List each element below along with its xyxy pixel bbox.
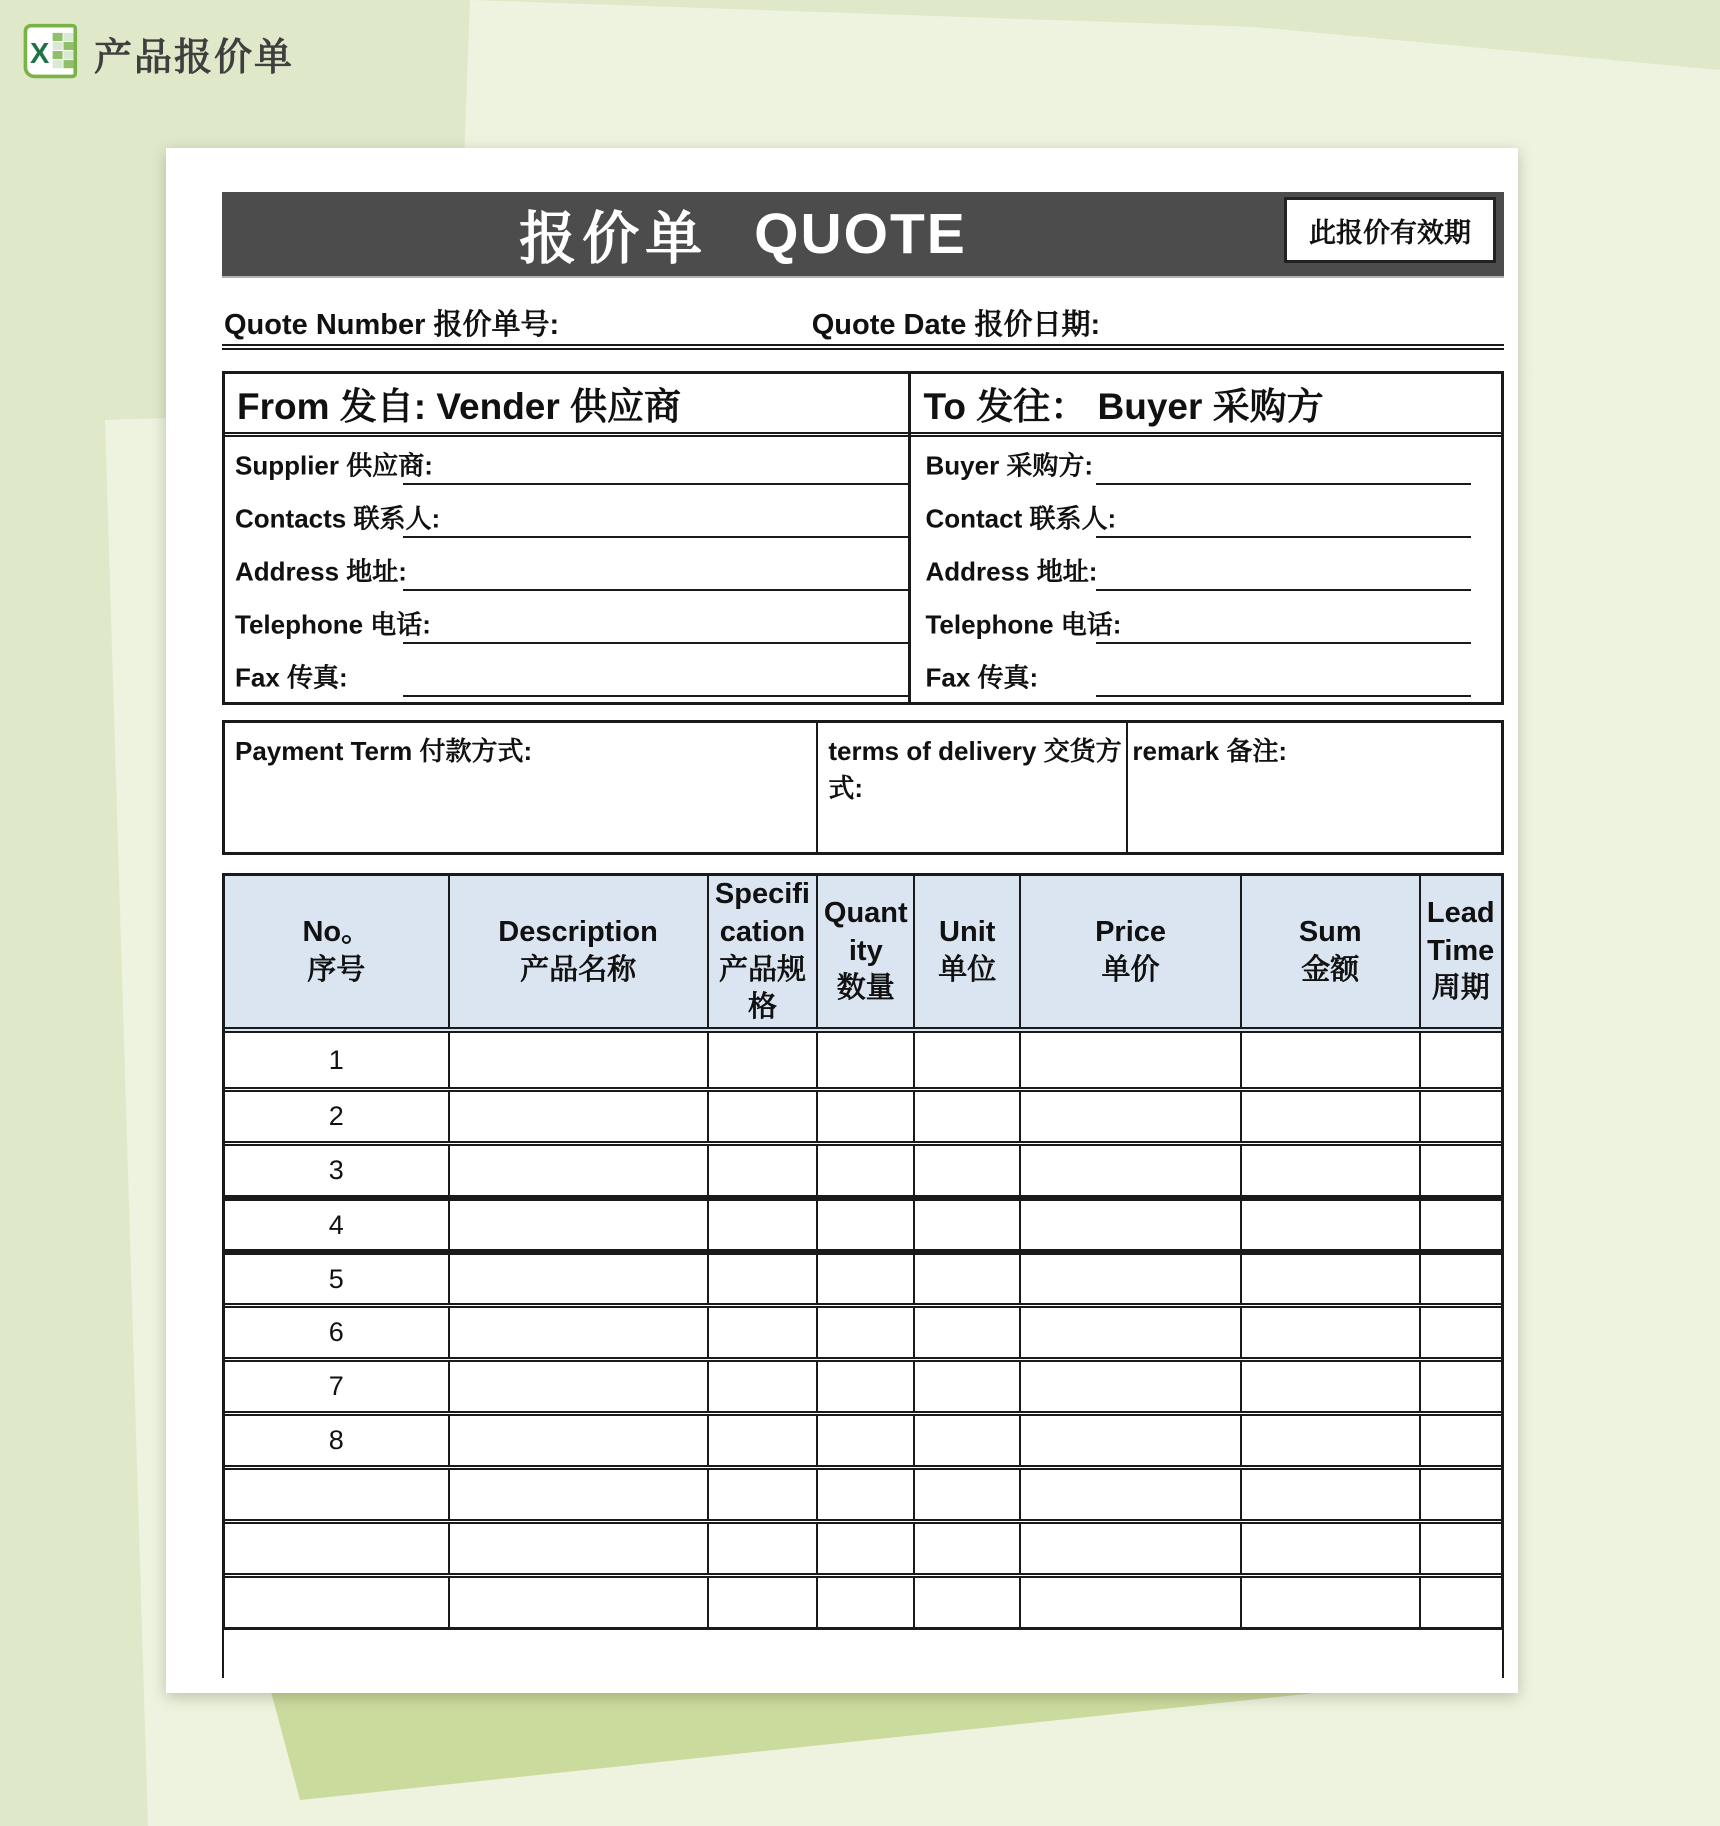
from-column (225, 374, 911, 702)
product-cell[interactable] (818, 1524, 915, 1573)
table-row (225, 1357, 1501, 1411)
col-header-cn: 产品名称 (520, 953, 637, 986)
row-number-cell[interactable]: 2 (225, 1092, 450, 1141)
product-cell[interactable] (915, 1255, 1021, 1303)
products-table (222, 873, 1504, 1630)
col-header-no (225, 876, 450, 1027)
table-row (225, 1303, 1501, 1357)
field-row (225, 596, 908, 649)
product-cell[interactable] (915, 1578, 1021, 1627)
table-row (225, 1573, 1501, 1627)
field-row (911, 649, 1501, 702)
product-cell[interactable] (1242, 1146, 1421, 1195)
col-header-cn: 金额 (1301, 953, 1360, 986)
product-cell[interactable] (450, 1308, 709, 1357)
address-blank-line[interactable] (403, 589, 908, 591)
col-header-en: No。 (302, 915, 371, 948)
svg-text:X: X (29, 37, 50, 70)
product-cell[interactable] (1242, 1092, 1421, 1141)
product-cell[interactable] (1242, 1578, 1421, 1627)
product-cell[interactable] (450, 1524, 709, 1573)
table-row (225, 1519, 1501, 1573)
excel-icon (20, 22, 78, 85)
quote-title-en: QUOTE (754, 202, 967, 266)
col-header-cn: 序号 (307, 953, 366, 986)
col-header-specification (709, 876, 819, 1027)
product-cell[interactable] (1421, 1201, 1501, 1249)
row-number-cell[interactable]: 1 (225, 1033, 450, 1087)
row-number-cell[interactable]: 3 (225, 1146, 450, 1195)
table-row (225, 1033, 1501, 1087)
field-row (225, 543, 908, 596)
product-cell[interactable] (1242, 1201, 1421, 1249)
quote-date-label: Quote Date 报价日期: (811, 309, 1101, 341)
product-cell[interactable] (709, 1201, 819, 1249)
row-number-cell[interactable] (225, 1578, 450, 1627)
quote-document (166, 148, 1518, 1693)
to-header: To 发往： Buyer 采购方 (911, 374, 1501, 437)
fax-blank-line[interactable] (1096, 695, 1471, 697)
product-cell[interactable] (818, 1308, 915, 1357)
col-header-unit (915, 876, 1021, 1027)
col-header-quantity (818, 876, 915, 1027)
field-row (225, 437, 908, 490)
product-cell[interactable] (818, 1146, 915, 1195)
product-cell[interactable] (818, 1033, 915, 1087)
col-header-lead-time (1421, 876, 1501, 1027)
col-header-en: Quantity (823, 896, 908, 967)
contacts-label: Contacts 联系人: (235, 503, 441, 533)
supplier-blank-line[interactable] (403, 483, 908, 485)
product-cell[interactable] (1021, 1524, 1242, 1573)
product-cell[interactable] (1021, 1416, 1242, 1465)
product-cell[interactable] (915, 1092, 1021, 1141)
product-cell[interactable] (1421, 1362, 1501, 1411)
contact-label: Contact 联系人: (925, 503, 1117, 533)
col-header-cn: 周期 (1431, 972, 1490, 1005)
product-cell[interactable] (1242, 1362, 1421, 1411)
product-cell[interactable] (1242, 1033, 1421, 1087)
product-cell[interactable] (709, 1033, 819, 1087)
product-cell[interactable] (1421, 1308, 1501, 1357)
product-cell[interactable] (818, 1092, 915, 1141)
product-cell[interactable] (450, 1255, 709, 1303)
row-number-cell[interactable]: 8 (225, 1416, 450, 1465)
product-cell[interactable] (1421, 1033, 1501, 1087)
product-cell[interactable] (818, 1416, 915, 1465)
product-cell[interactable] (450, 1470, 709, 1519)
product-cell[interactable] (915, 1470, 1021, 1519)
quote-meta-row (222, 300, 1504, 350)
buyer-label: Buyer 采购方: (925, 450, 1094, 480)
row-number-cell[interactable] (225, 1524, 450, 1573)
quote-number-label: Quote Number 报价单号: (224, 309, 560, 341)
product-cell[interactable] (1421, 1578, 1501, 1627)
product-cell[interactable] (915, 1308, 1021, 1357)
product-cell[interactable] (1021, 1308, 1242, 1357)
product-cell[interactable] (1421, 1146, 1501, 1195)
col-header-sum (1242, 876, 1421, 1027)
table-row (225, 1411, 1501, 1465)
product-cell[interactable] (818, 1470, 915, 1519)
product-cell[interactable] (450, 1578, 709, 1627)
product-cell[interactable] (450, 1362, 709, 1411)
product-cell[interactable] (1021, 1578, 1242, 1627)
table-row (225, 1465, 1501, 1519)
remark-cell[interactable]: remark 备注: (1132, 736, 1288, 766)
product-cell[interactable] (450, 1201, 709, 1249)
product-cell[interactable] (709, 1362, 819, 1411)
product-cell[interactable] (709, 1416, 819, 1465)
product-cell[interactable] (1242, 1255, 1421, 1303)
row-number-cell[interactable] (225, 1470, 450, 1519)
product-cell[interactable] (1242, 1524, 1421, 1573)
field-row (911, 437, 1501, 490)
row-number-cell[interactable]: 5 (225, 1255, 450, 1303)
product-cell[interactable] (1421, 1524, 1501, 1573)
product-cell[interactable] (450, 1416, 709, 1465)
telephone-blank-line[interactable] (1096, 642, 1471, 644)
product-cell[interactable] (709, 1308, 819, 1357)
product-cell[interactable] (450, 1033, 709, 1087)
product-cell[interactable] (1021, 1201, 1242, 1249)
product-cell[interactable] (450, 1092, 709, 1141)
field-row (911, 596, 1501, 649)
row-number-cell[interactable]: 7 (225, 1362, 450, 1411)
col-header-cn: 单位 (938, 953, 997, 986)
delivery-term-cell[interactable]: terms of delivery 交货方式: (818, 723, 1128, 852)
buyer-blank-line[interactable] (1096, 483, 1471, 485)
products-table-header (225, 876, 1501, 1033)
table-row (225, 1087, 1501, 1141)
col-header-description (450, 876, 709, 1027)
product-cell[interactable] (915, 1416, 1021, 1465)
address-blank-line[interactable] (1096, 589, 1471, 591)
row-number-cell[interactable]: 6 (225, 1308, 450, 1357)
table-row (225, 1249, 1501, 1303)
field-row (225, 649, 908, 702)
terms-section (222, 720, 1504, 855)
fax-blank-line[interactable] (403, 695, 908, 697)
product-cell[interactable] (818, 1255, 915, 1303)
fax-label: Fax 传真: (235, 662, 348, 692)
col-header-en: Unit (939, 915, 996, 948)
product-cell[interactable] (915, 1362, 1021, 1411)
contacts-blank-line[interactable] (403, 536, 908, 538)
validity-note-box: 此报价有效期 (1284, 197, 1496, 263)
product-cell[interactable] (1021, 1470, 1242, 1519)
product-cell[interactable] (709, 1255, 819, 1303)
product-cell[interactable] (818, 1362, 915, 1411)
product-cell[interactable] (915, 1033, 1021, 1087)
product-cell[interactable] (1421, 1092, 1501, 1141)
col-header-en: Sum (1298, 915, 1362, 948)
app-title: 产品报价单 (94, 37, 295, 79)
page-header (20, 22, 294, 85)
product-cell[interactable] (915, 1146, 1021, 1195)
product-cell[interactable] (1021, 1146, 1242, 1195)
product-cell[interactable] (1421, 1416, 1501, 1465)
telephone-label: Telephone 电话: (235, 609, 431, 639)
table-row (225, 1141, 1501, 1195)
product-cell[interactable] (1242, 1470, 1421, 1519)
quote-title-bar (222, 192, 1504, 276)
quote-title-cn: 报价单 (519, 207, 709, 271)
col-header-en: Lead Time (1426, 896, 1495, 967)
col-header-en: Price (1095, 915, 1167, 948)
col-header-cn: 产品规格 (718, 953, 806, 1024)
product-cell[interactable] (915, 1201, 1021, 1249)
col-header-en: Description (498, 915, 658, 948)
product-cell[interactable] (1242, 1308, 1421, 1357)
field-row (225, 490, 908, 543)
telephone-blank-line[interactable] (403, 642, 908, 644)
product-cell[interactable] (1021, 1092, 1242, 1141)
to-column (911, 374, 1501, 702)
product-cell[interactable] (709, 1146, 819, 1195)
supplier-label: Supplier 供应商: (235, 450, 433, 480)
col-header-price (1021, 876, 1242, 1027)
fax-label: Fax 传真: (925, 662, 1039, 692)
field-row (911, 490, 1501, 543)
product-cell[interactable] (709, 1092, 819, 1141)
from-header: From 发自: Vender 供应商 (225, 374, 908, 437)
parties-section (222, 371, 1504, 705)
col-header-cn: 数量 (836, 972, 895, 1005)
address-label: Address 地址: (925, 556, 1098, 586)
product-cell[interactable] (818, 1578, 915, 1627)
telephone-label: Telephone 电话: (925, 609, 1122, 639)
product-cell[interactable] (450, 1146, 709, 1195)
col-header-en: Specification (714, 878, 810, 948)
payment-term-cell[interactable]: Payment Term 付款方式: (225, 723, 818, 852)
product-cell[interactable] (1421, 1470, 1501, 1519)
product-cell[interactable] (1021, 1255, 1242, 1303)
product-cell[interactable] (709, 1578, 819, 1627)
product-cell[interactable] (915, 1524, 1021, 1573)
table-row (225, 1195, 1501, 1249)
col-header-cn: 单价 (1101, 953, 1160, 986)
address-label: Address 地址: (235, 556, 407, 586)
product-cell[interactable] (1421, 1255, 1501, 1303)
table-footer-strip (222, 1630, 1504, 1678)
product-cell[interactable] (1021, 1033, 1242, 1087)
contact-blank-line[interactable] (1096, 536, 1471, 538)
product-cell[interactable] (709, 1524, 819, 1573)
products-table-body (225, 1033, 1501, 1627)
product-cell[interactable] (709, 1470, 819, 1519)
product-cell[interactable] (1242, 1416, 1421, 1465)
row-number-cell[interactable]: 4 (225, 1201, 450, 1249)
product-cell[interactable] (818, 1201, 915, 1249)
field-row (911, 543, 1501, 596)
product-cell[interactable] (1021, 1362, 1242, 1411)
